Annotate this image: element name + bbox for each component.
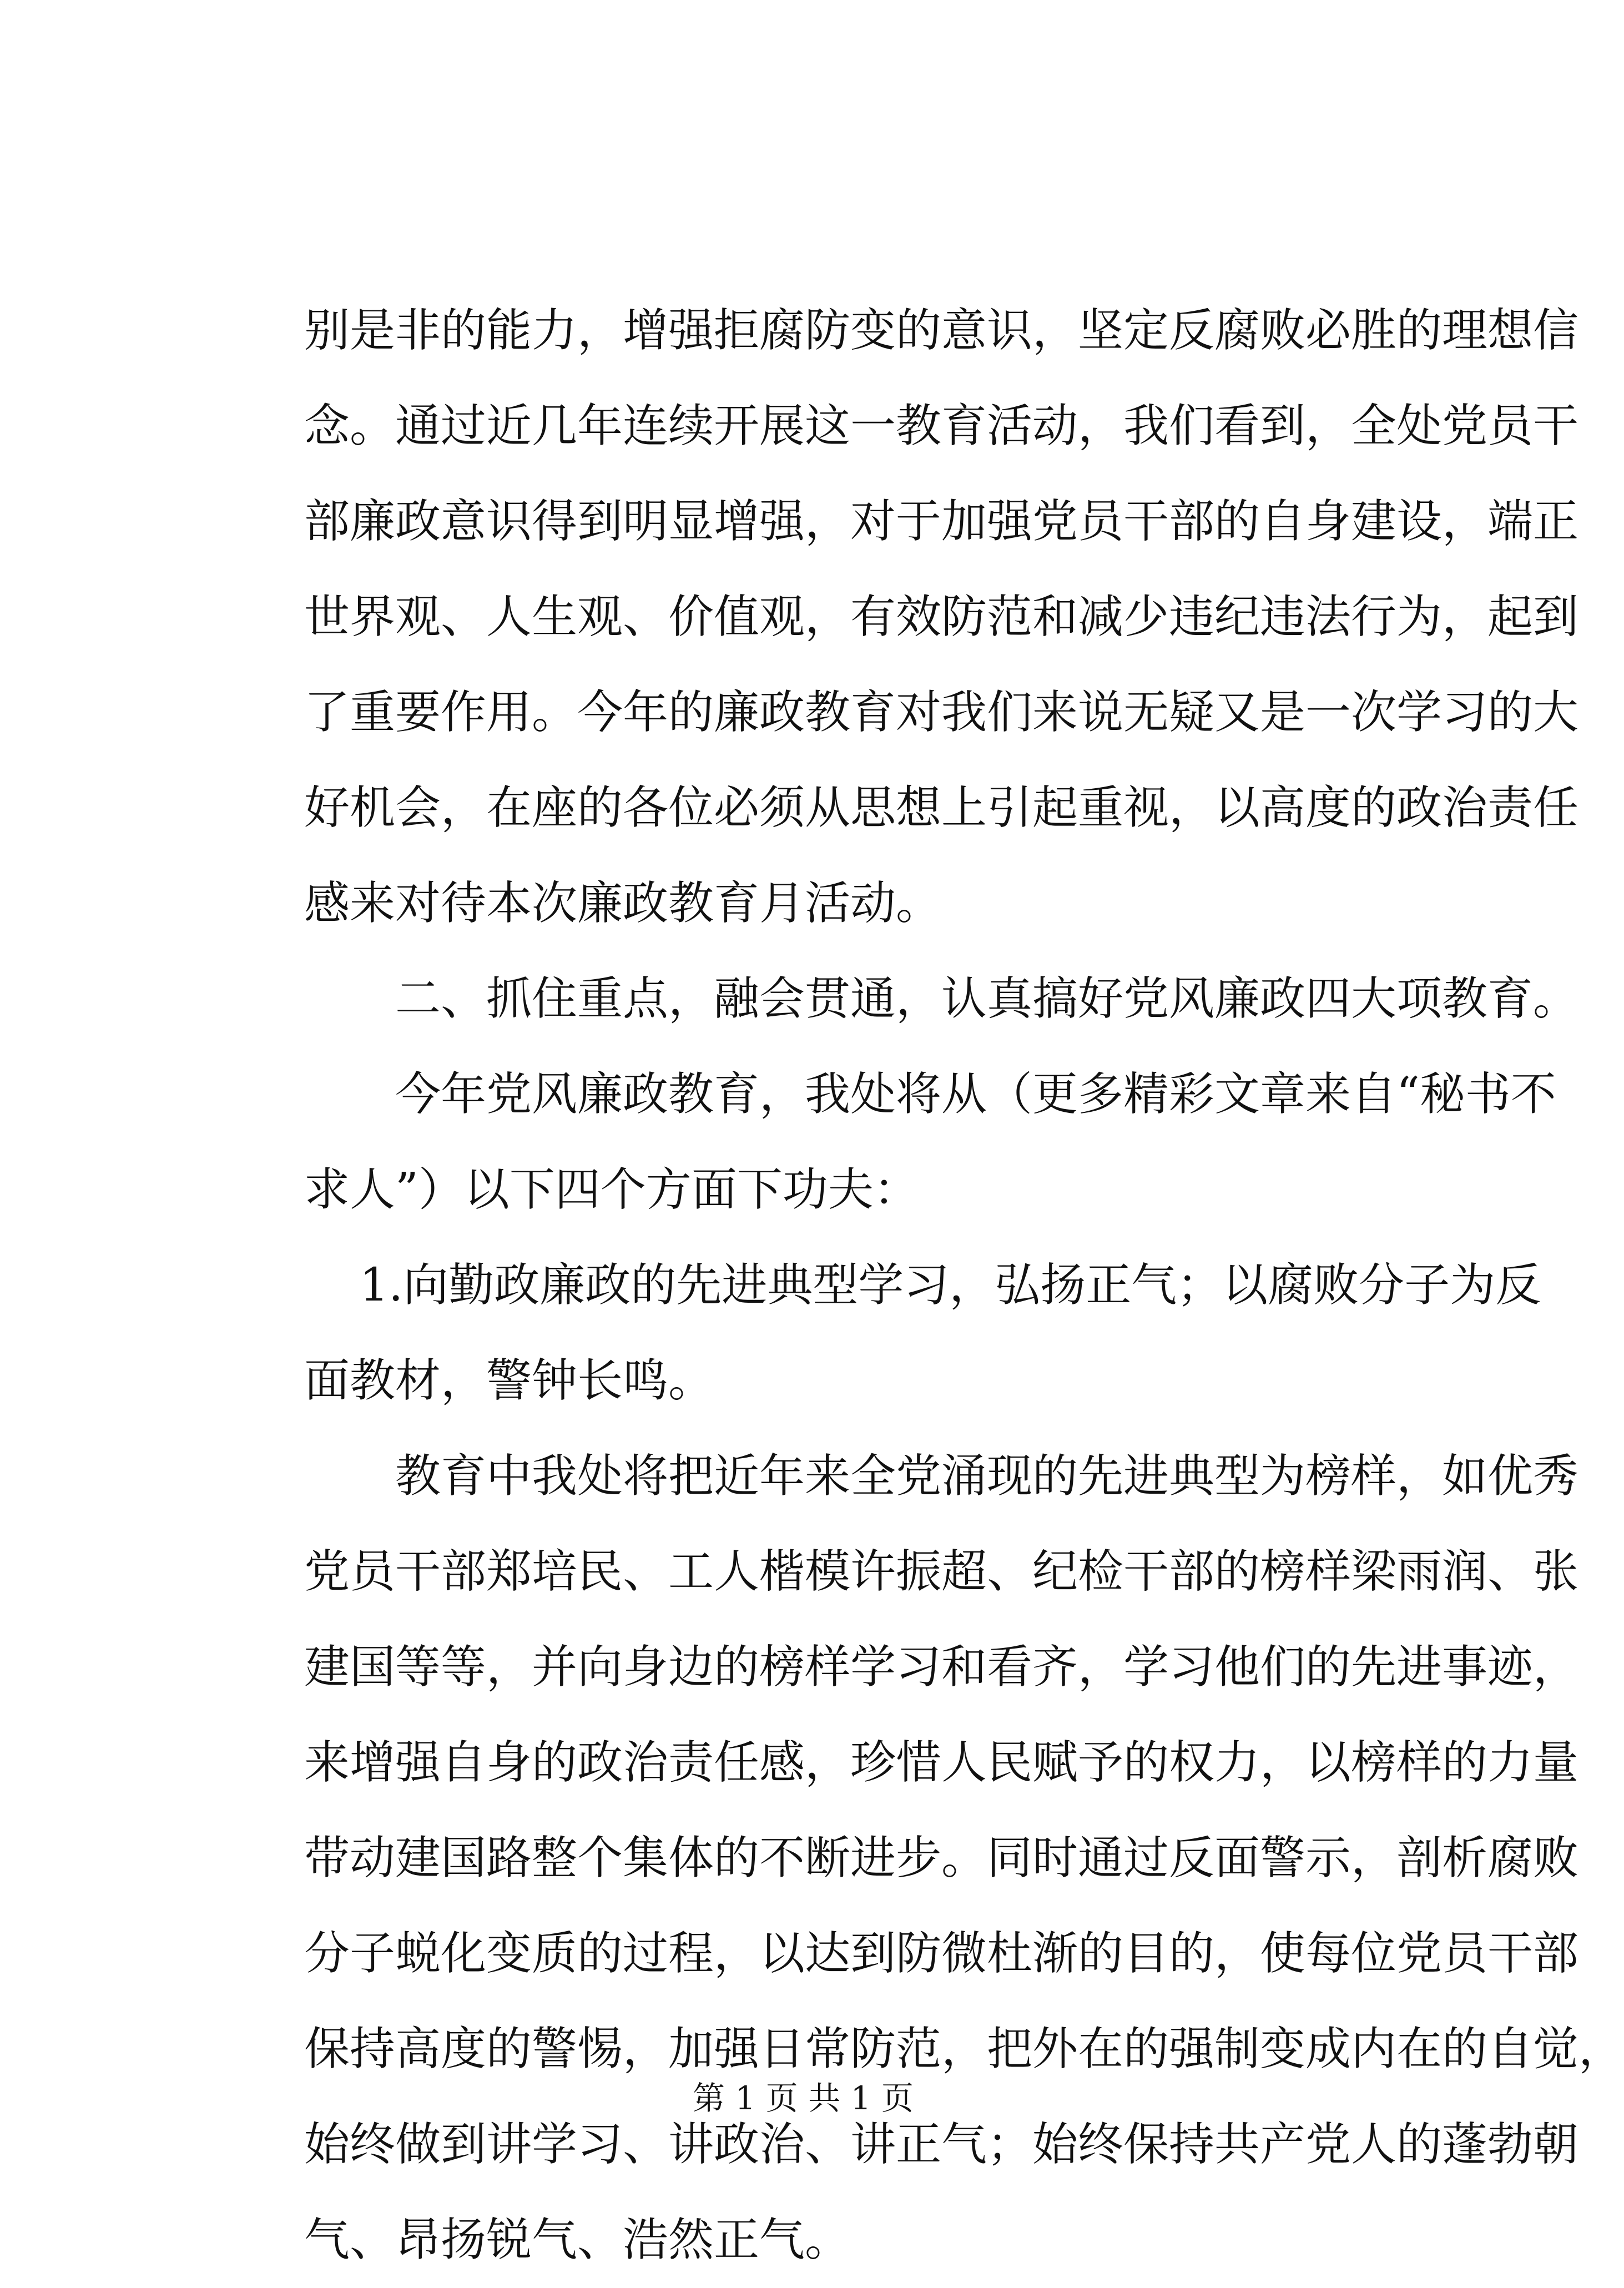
text-line: 气、昂扬锐气、浩然正气。 [304, 2214, 851, 2266]
text-line: 来增强自身的政治责任感，珍惜人民赋予的权力，以榜样的力量 [304, 1736, 1579, 1789]
text-line: 保持高度的警惕，加强日常防范，把外在的强制变成内在的自觉， [304, 2023, 1624, 2075]
text-line: 带动建国路整个集体的不断进步。同时通过反面警示，剖析腐败 [304, 1832, 1579, 1884]
section-heading: 二、抓住重点，融会贯通，认真搞好党风廉政四大项教育。 [395, 972, 1579, 1025]
text-line: 部廉政意识得到明显增强，对于加强党员干部的自身建设，端正 [304, 495, 1579, 548]
text-line: 面教材，警钟长鸣。 [304, 1354, 714, 1407]
paragraph-start: 教育中我处将把近年来全党涌现的先进典型为榜样，如优秀 [395, 1450, 1579, 1503]
text-line: 别是非的能力，增强拒腐防变的意识，坚定反腐败必胜的理想信 [304, 304, 1579, 357]
paragraph-start: 今年党风廉政教育，我处将从（更多精彩文章来自“秘书不 [395, 1068, 1556, 1121]
text-line: 好机会，在座的各位必须从思想上引起重视，以高度的政治责任 [304, 782, 1579, 834]
page-footer: 第 1 页 共 1 页 [693, 2079, 914, 2117]
text-line: 建国等等，并向身边的榜样学习和看齐，学习他们的先进事迹， [304, 1641, 1579, 1694]
text-line: 念。通过近几年连续开展这一教育活动，我们看到，全处党员干 [304, 400, 1579, 452]
text-line: 世界观、人生观、价值观，有效防范和减少违纪违法行为，起到 [304, 591, 1579, 643]
text-line: 了重要作用。今年的廉政教育对我们来说无疑又是一次学习的大 [304, 686, 1579, 739]
text-line: 始终做到讲学习、讲政治、讲正气；始终保持共产党人的蓬勃朝 [304, 2118, 1579, 2171]
text-line: 感来对待本次廉政教育月活动。 [304, 877, 942, 930]
text-line: 分子蜕化变质的过程，以达到防微杜渐的目的，使每位党员干部 [304, 1927, 1579, 1980]
text-line: 求人”）以下四个方面下功夫： [304, 1163, 919, 1216]
document-body [304, 283, 1624, 2288]
text-line: 党员干部郑培民、工人楷模许振超、纪检干部的榜样梁雨润、张 [304, 1545, 1579, 1598]
numbered-item: 1.向勤政廉政的先进典型学习，弘扬正气；以腐败分子为反 [360, 1259, 1541, 1312]
